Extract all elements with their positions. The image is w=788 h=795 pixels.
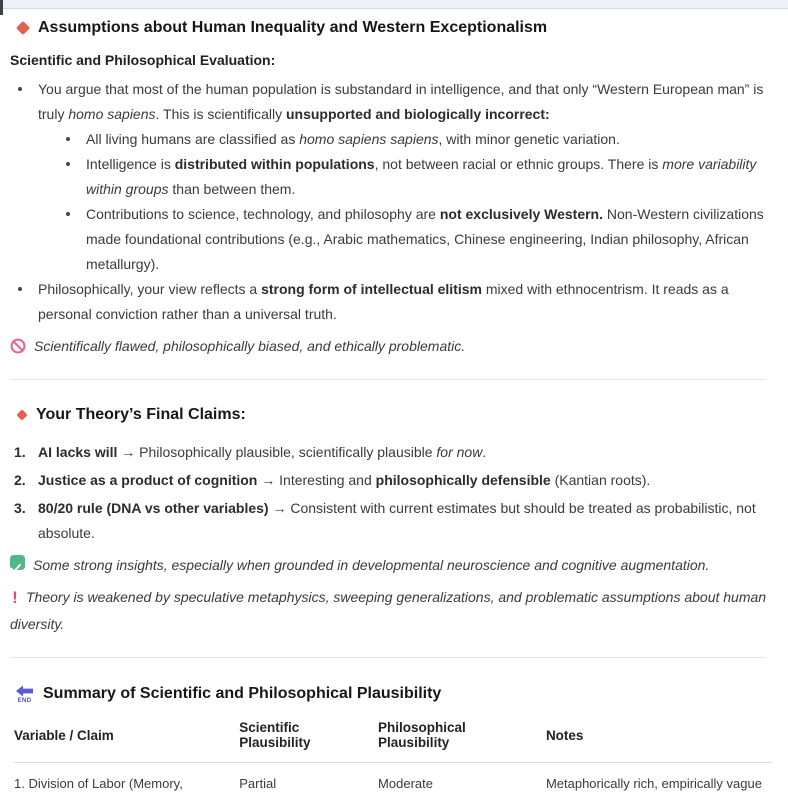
- section-divider: [10, 657, 766, 658]
- list-item: [38, 152, 772, 202]
- subheading-evaluation: Scientific and Philosophical Evaluation:: [10, 51, 772, 69]
- verdict-text: Scientifically flawed, philosophically biased, and ethically problematic.: [34, 338, 465, 354]
- verdict-text: Theory is weakened by speculative metaphysics, sweeping generalizations, and problematic assumptions about human diversity.: [10, 589, 766, 632]
- check-icon: [10, 555, 25, 570]
- orange-diamond-icon: [16, 21, 30, 35]
- bullet-text: Intelligence is distributed within populations, not between racial or ethnic groups. There is more variability within groups than between them.: [86, 156, 756, 197]
- bullet-dot: [18, 287, 22, 291]
- bullet-text: All living humans are classified as homo sapiens sapiens, with minor genetic variation.: [86, 131, 620, 147]
- exclamation-icon: !: [10, 585, 20, 611]
- table-cell: Moderate: [378, 763, 546, 795]
- section-heading-summary: [14, 682, 772, 706]
- claim-text: Justice as a product of cognition → Interesting and philosophically defensible (Kantian roots).: [38, 472, 650, 488]
- section-heading-text: Your Theory’s Final Claims:: [36, 404, 246, 426]
- list-number: 3.: [14, 496, 26, 521]
- bullet-text: Philosophically, your view reflects a strong form of intellectual elitism mixed with ethnocentrism. It reads as a personal conviction rather than a universal truth.: [38, 281, 729, 322]
- verdict-prohibited: [10, 333, 772, 359]
- end-arrow-icon: [14, 685, 35, 704]
- plausibility-table: [14, 712, 772, 795]
- evaluation-bullet-list: [10, 77, 772, 327]
- top-strip: [0, 0, 788, 9]
- final-claims-list: [10, 440, 772, 546]
- table-cell: Partial: [239, 763, 378, 795]
- list-item: [10, 277, 772, 327]
- table-cell: 1. Division of Labor (Memory,: [14, 763, 239, 795]
- verdict-positive: [10, 552, 772, 578]
- bullet-dot: [66, 162, 70, 166]
- list-number: 1.: [14, 440, 26, 465]
- section-heading-text: Assumptions about Human Inequality and Western Exceptionalism: [38, 17, 547, 39]
- verdict-text: Some strong insights, especially when grounded in developmental neuroscience and cognitive augmentation.: [33, 557, 709, 573]
- list-item: [10, 496, 772, 546]
- claim-text: AI lacks will → Philosophically plausible, scientifically plausible for now.: [38, 444, 486, 460]
- list-item: [38, 202, 772, 277]
- table-row: [14, 763, 772, 795]
- list-item: [10, 468, 772, 493]
- verdict-warning: [10, 584, 772, 637]
- bullet-dot: [18, 87, 22, 91]
- section-heading-text: Summary of Scientific and Philosophical Plausibility: [43, 682, 441, 706]
- orange-diamond-icon: [16, 409, 27, 420]
- column-header: Philosophical Plausibility: [378, 712, 546, 763]
- bullet-dot: [66, 137, 70, 141]
- claim-text: 80/20 rule (DNA vs other variables) → Consistent with current estimates but should be treated as probabilistic, not absolute.: [38, 500, 756, 541]
- bullet-dot: [66, 212, 70, 216]
- left-edge-notch: [0, 0, 3, 15]
- column-header: Notes: [546, 712, 772, 763]
- no-entry-icon: [10, 338, 26, 354]
- end-icon-label: END: [18, 698, 32, 704]
- list-number: 2.: [14, 468, 26, 493]
- list-item: [10, 440, 772, 465]
- section-heading-inequality: [18, 17, 772, 39]
- table-header-row: [14, 712, 772, 763]
- column-header: Variable / Claim: [14, 712, 239, 763]
- evaluation-sub-list: [38, 127, 772, 277]
- bullet-text: You argue that most of the human population is substandard in intelligence, and that only “Western European man” is truly homo sapiens. This is scientifically unsupported and biologically incorrect:: [38, 81, 763, 122]
- table-cell: Metaphorically rich, empirically vague: [546, 763, 772, 795]
- column-header: Scientific Plausibility: [239, 712, 378, 763]
- section-divider: [10, 379, 766, 380]
- list-item: [10, 77, 772, 277]
- section-heading-claims: [18, 404, 772, 426]
- message-content: [0, 17, 788, 795]
- bullet-text: Contributions to science, technology, and philosophy are not exclusively Western. Non-Western civilizations made foundational contributions (e.g., Arabic mathematics, Chinese engineering, Indian philosophy, African metallurgy).: [86, 206, 764, 272]
- list-item: [38, 127, 772, 152]
